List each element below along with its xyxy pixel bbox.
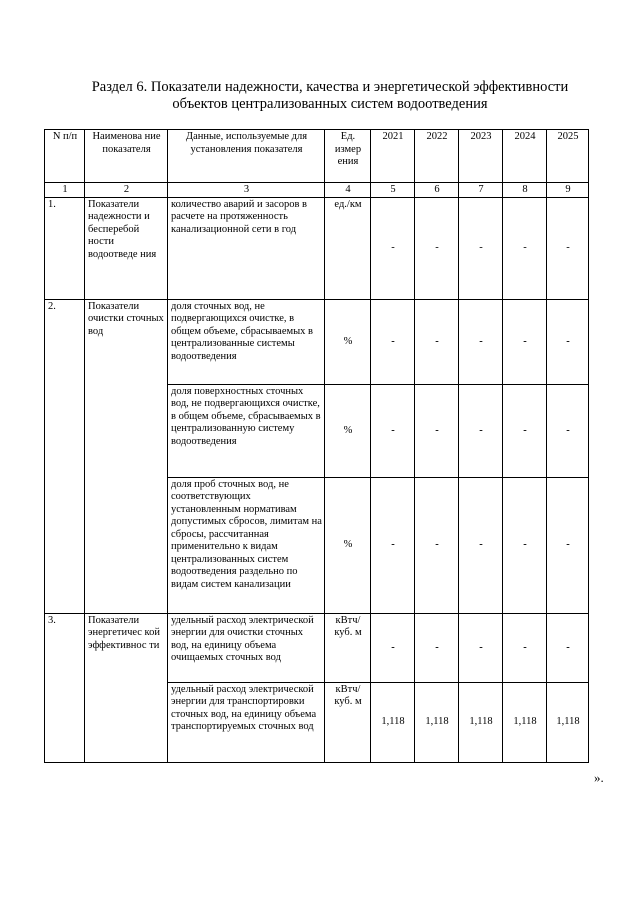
row-num: 1. bbox=[45, 197, 85, 299]
row-indicator-name: Показатели надежности и бесперебой ности водоотведе ния bbox=[85, 197, 168, 299]
table-row bbox=[45, 197, 589, 299]
row-value: - bbox=[547, 613, 589, 682]
header-unit: Ед. измер ения bbox=[325, 130, 371, 183]
row-value: - bbox=[459, 197, 503, 299]
header-name: Наименова ние показателя bbox=[85, 130, 168, 183]
row-value: - bbox=[503, 197, 547, 299]
row-num: 3. bbox=[45, 613, 85, 762]
row-unit: % bbox=[325, 299, 371, 384]
row-value: - bbox=[503, 477, 547, 613]
row-unit: ед./км bbox=[325, 197, 371, 299]
row-unit: % bbox=[325, 384, 371, 477]
header-row bbox=[45, 130, 589, 183]
row-value: - bbox=[371, 477, 415, 613]
header-num: N п/п bbox=[45, 130, 85, 183]
row-value: - bbox=[459, 477, 503, 613]
row-unit: % bbox=[325, 477, 371, 613]
column-number: 7 bbox=[459, 183, 503, 198]
row-value: - bbox=[415, 299, 459, 384]
column-number: 8 bbox=[503, 183, 547, 198]
row-description: доля поверхностных сточных вод, не подвергающихся очистке, в общем объеме, сбрасываемых в централизованную систему водоотведения bbox=[168, 384, 325, 477]
row-value: - bbox=[415, 477, 459, 613]
column-number: 1 bbox=[45, 183, 85, 198]
header-year: 2024 bbox=[503, 130, 547, 183]
header-year: 2025 bbox=[547, 130, 589, 183]
row-description: доля проб сточных вод, не соответствующих установленным нормативам допустимых сбросов, лимитам на сбросы, рассчитанная применительно к видам централизованных систем водоотведения раздельно по видам систем канализации bbox=[168, 477, 325, 613]
row-value: 1,118 bbox=[371, 682, 415, 762]
column-number: 9 bbox=[547, 183, 589, 198]
header-year: 2021 bbox=[371, 130, 415, 183]
row-value: - bbox=[503, 299, 547, 384]
row-value: - bbox=[371, 613, 415, 682]
section-title-line2: объектов централизованных систем водоотведения bbox=[172, 96, 488, 112]
indicators-table bbox=[44, 129, 589, 763]
row-description: удельный расход электрической энергии для транспортировки сточных вод, на единицу объема транспортируемых сточных вод bbox=[168, 682, 325, 762]
row-value: - bbox=[547, 477, 589, 613]
row-value: - bbox=[415, 613, 459, 682]
header-year: 2022 bbox=[415, 130, 459, 183]
row-description: доля сточных вод, не подвергающихся очистке, в общем объеме, сбрасываемых в централизованные системы водоотведения bbox=[168, 299, 325, 384]
row-value: 1,118 bbox=[415, 682, 459, 762]
column-number: 3 bbox=[168, 183, 325, 198]
row-value: - bbox=[459, 384, 503, 477]
row-value: - bbox=[371, 197, 415, 299]
row-value: - bbox=[547, 299, 589, 384]
row-value: - bbox=[415, 197, 459, 299]
row-value: 1,118 bbox=[503, 682, 547, 762]
header-data: Данные, используемые для установления показателя bbox=[168, 130, 325, 183]
header-year: 2023 bbox=[459, 130, 503, 183]
row-indicator-name: Показатели энергетичес кой эффективнос ти bbox=[85, 613, 168, 762]
closing-quote: ». bbox=[594, 770, 604, 785]
row-value: - bbox=[459, 613, 503, 682]
row-value: - bbox=[371, 384, 415, 477]
column-number: 4 bbox=[325, 183, 371, 198]
row-unit: кВтч/ куб. м bbox=[325, 613, 371, 682]
row-value: - bbox=[503, 384, 547, 477]
row-value: 1,118 bbox=[459, 682, 503, 762]
row-indicator-name: Показатели очистки сточных вод bbox=[85, 299, 168, 613]
row-value: - bbox=[547, 384, 589, 477]
column-number: 2 bbox=[85, 183, 168, 198]
table-row bbox=[45, 299, 589, 384]
column-number: 6 bbox=[415, 183, 459, 198]
row-value: - bbox=[371, 299, 415, 384]
row-description: удельный расход электрической энергии для очистки сточных вод, на единицу объема очищаемых сточных вод bbox=[168, 613, 325, 682]
row-num: 2. bbox=[45, 299, 85, 613]
section-title bbox=[60, 79, 600, 113]
row-unit: кВтч/ куб. м bbox=[325, 682, 371, 762]
row-value: 1,118 bbox=[547, 682, 589, 762]
row-value: - bbox=[415, 384, 459, 477]
table-row bbox=[45, 613, 589, 682]
row-value: - bbox=[459, 299, 503, 384]
section-title-line1: Раздел 6. Показатели надежности, качества и энергетической эффективности bbox=[91, 79, 569, 95]
column-number: 5 bbox=[371, 183, 415, 198]
row-value: - bbox=[503, 613, 547, 682]
column-number-row bbox=[45, 183, 589, 198]
row-value: - bbox=[547, 197, 589, 299]
row-description: количество аварий и засоров в расчете на протяженность канализационной сети в год bbox=[168, 197, 325, 299]
